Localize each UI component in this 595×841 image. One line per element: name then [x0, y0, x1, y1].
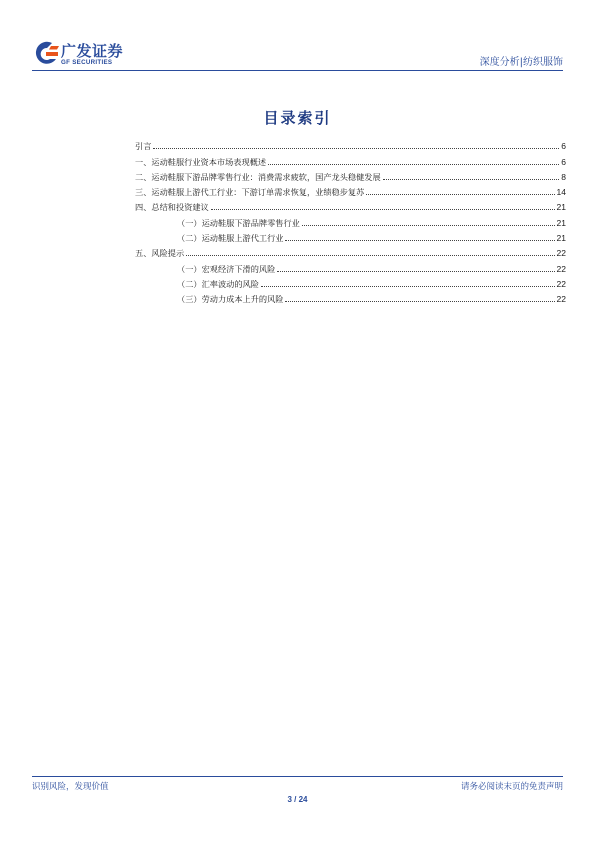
toc-entry[interactable]: [135, 197, 566, 212]
toc-entry-page: 21: [556, 217, 566, 228]
toc-entry-page: 21: [556, 202, 566, 213]
toc-entry-label: （二）汇率波动的风险: [177, 278, 259, 289]
toc-dot-leader: [302, 224, 555, 226]
toc-entry-page: 22: [556, 248, 566, 259]
toc-dot-leader: [261, 285, 555, 287]
toc-title: 目录索引: [263, 109, 332, 127]
table-of-contents: [135, 136, 566, 304]
toc-entry-page: 6: [561, 141, 566, 152]
toc-entry-page: 14: [556, 187, 566, 198]
logo-english-name: GF SECURITIES: [61, 59, 113, 66]
toc-entry-label: 四、总结和投资建议: [135, 202, 209, 213]
toc-entry-label: 二、运动鞋服下游品牌零售行业：消费需求疲软，国产龙头稳健发展: [135, 171, 381, 182]
toc-entry[interactable]: [135, 289, 566, 304]
page-number: 3 / 24: [287, 795, 308, 804]
report-type-label: 深度分析|纺织服饰: [479, 57, 563, 68]
toc-entry[interactable]: [135, 243, 566, 258]
toc-entry[interactable]: [135, 151, 566, 166]
toc-dot-leader: [285, 239, 554, 241]
toc-entry-page: 21: [556, 233, 566, 244]
toc-entry[interactable]: [135, 228, 566, 243]
footer-divider: [32, 776, 563, 777]
toc-dot-leader: [153, 147, 559, 149]
toc-entry-page: 22: [556, 263, 566, 274]
toc-entry[interactable]: [135, 167, 566, 182]
toc-dot-leader: [285, 300, 554, 302]
toc-entry-label: （二）运动鞋服上游代工行业: [177, 233, 284, 244]
toc-entry[interactable]: [135, 212, 566, 227]
footer-disclaimer[interactable]: 请务必阅读末页的免责声明: [460, 782, 563, 792]
toc-dot-leader: [268, 163, 559, 165]
toc-entry-label: 引言: [135, 141, 152, 152]
toc-entry-label: （一）宏观经济下滑的风险: [177, 263, 276, 274]
toc-dot-leader: [383, 178, 560, 180]
toc-entry-label: （一）运动鞋服下游品牌零售行业: [177, 217, 300, 228]
page-header: [32, 40, 563, 70]
toc-entry[interactable]: [135, 136, 566, 151]
toc-entry-page: 8: [561, 171, 566, 182]
toc-dot-leader: [277, 270, 554, 272]
toc-entry-page: 22: [556, 294, 566, 305]
toc-entry-label: 一、运动鞋服行业资本市场表现概述: [135, 156, 267, 167]
toc-entry-page: 22: [556, 278, 566, 289]
toc-dot-leader: [186, 254, 554, 256]
toc-entry[interactable]: [135, 274, 566, 289]
gf-securities-logo: [32, 40, 132, 70]
header-divider: [32, 70, 563, 71]
logo-chinese-name: 广发证券: [61, 42, 124, 60]
gf-logo-icon: [32, 40, 60, 68]
toc-entry[interactable]: [135, 182, 566, 197]
toc-entry[interactable]: [135, 258, 566, 273]
footer-slogan: 识别风险，发现价值: [32, 782, 109, 792]
toc-dot-leader: [366, 193, 554, 195]
toc-entry-label: 三、运动鞋服上游代工行业：下游订单需求恢复，业绩稳步复苏: [135, 187, 365, 198]
toc-entry-label: 五、风险提示: [135, 248, 185, 259]
toc-entry-label: （三）劳动力成本上升的风险: [177, 294, 284, 305]
toc-entry-page: 6: [561, 156, 566, 167]
toc-dot-leader: [211, 208, 555, 210]
